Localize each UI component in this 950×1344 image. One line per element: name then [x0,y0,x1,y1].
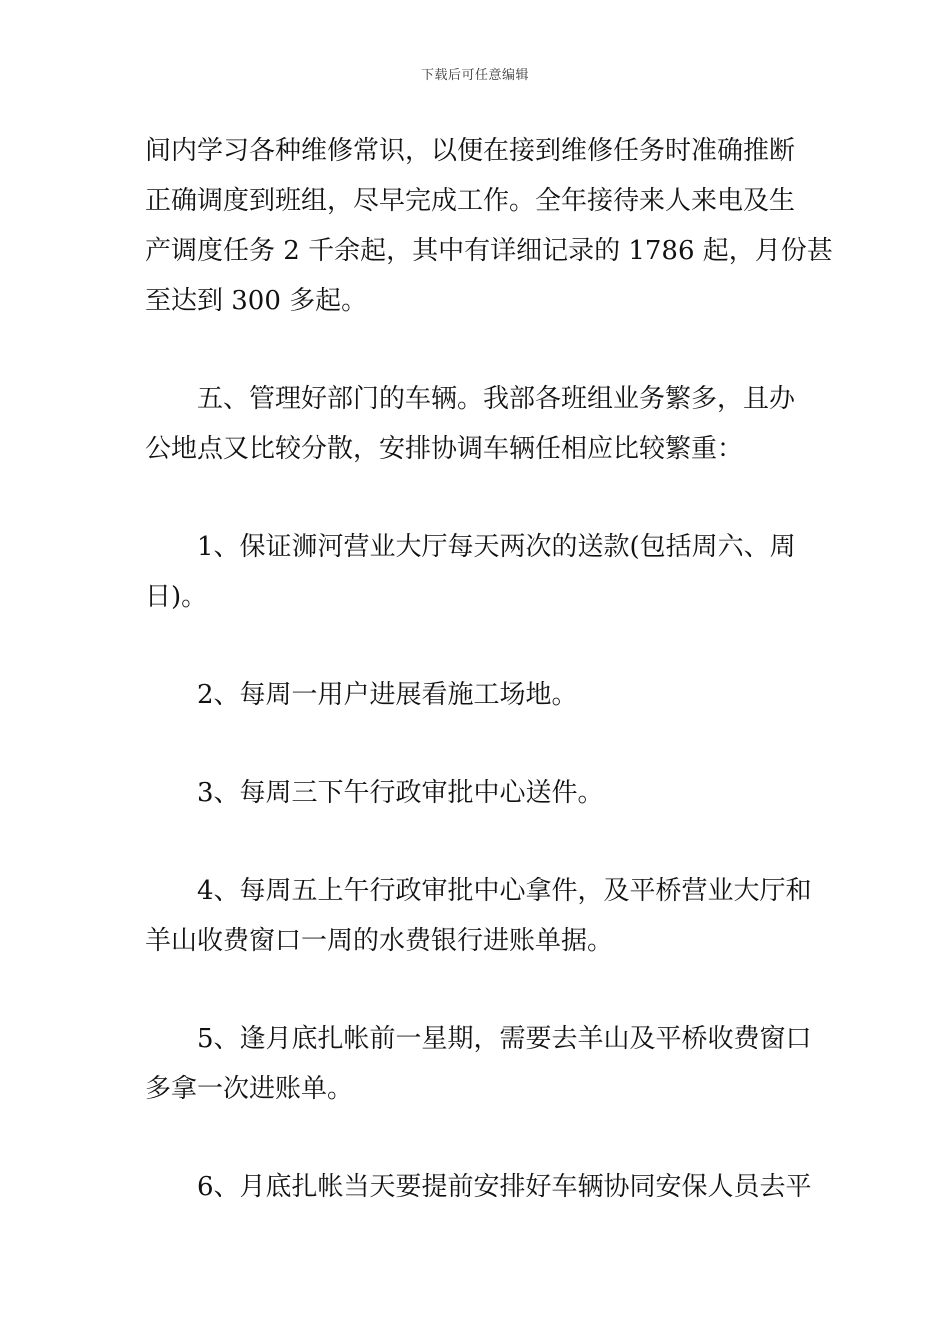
text-line: 6、月底扎帐当天要提前安排好车辆协同安保人员去平 [197,1172,812,1202]
list-item-3 [145,768,810,818]
text-line: 2、每周一用户进展看施工场地。 [197,680,578,710]
text-line: 产调度任务 2 千余起，其中有详细记录的 1786 起，月份甚 [145,236,833,266]
text-line: 五、管理好部门的车辆。我部各班组业务繁多，且办 [197,384,796,414]
paragraph-maintenance-summary [145,126,833,326]
list-item-6 [145,1162,810,1212]
text-line: 日)。 [145,582,208,612]
text-line: 至达到 300 多起。 [145,286,368,316]
list-item-2 [145,670,810,720]
text-line: 4、每周五上午行政审批中心拿件，及平桥营业大厅和 [197,876,812,906]
text-line: 间内学习各种维修常识，以便在接到维修任务时准确推断 [145,136,796,166]
paragraph-vehicle-management [145,374,810,474]
document-body [145,126,833,1212]
text-line: 3、每周三下午行政审批中心送件。 [197,778,604,808]
text-line: 多拿一次进账单。 [145,1074,354,1104]
page-header: 下载后可任意编辑 [420,68,529,83]
text-line: 羊山收费窗口一周的水费银行进账单据。 [145,926,614,956]
list-item-4 [145,866,810,966]
list-item-1 [145,522,810,622]
text-line: 1、保证浉河营业大厅每天两次的送款(包括周六、周 [197,532,796,562]
text-line: 公地点又比较分散，安排协调车辆任相应比较繁重： [145,434,744,464]
text-line: 5、逢月底扎帐前一星期，需要去羊山及平桥收费窗口 [197,1024,812,1054]
text-line: 正确调度到班组，尽早完成工作。全年接待来人来电及生 [145,186,796,216]
list-item-5 [145,1014,810,1114]
